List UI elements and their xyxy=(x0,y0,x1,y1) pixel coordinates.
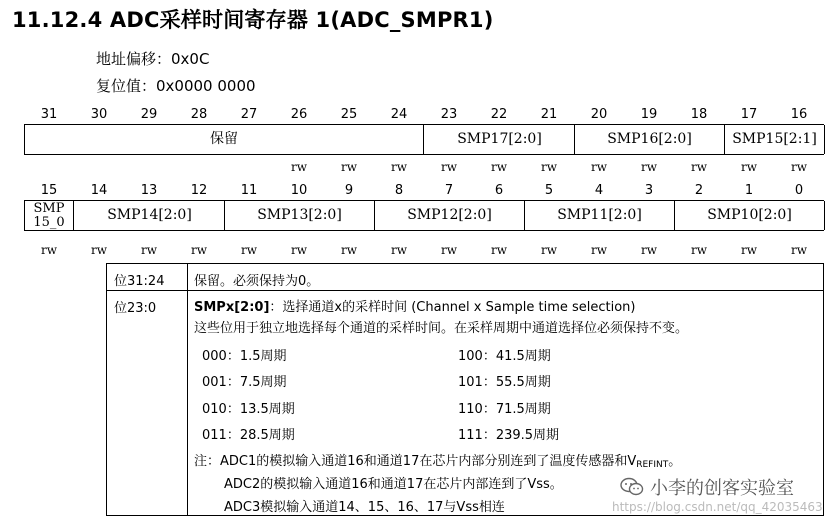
access-high-5: rw xyxy=(290,160,307,174)
field-high-0: 保留 xyxy=(25,125,424,154)
note-adc1-suffix: 。 xyxy=(668,454,682,469)
bit-number-low-3: 12 xyxy=(190,183,208,198)
access-high-10: rw xyxy=(540,160,557,174)
bit-number-low-10: 5 xyxy=(544,183,554,198)
bit-number-high-11: 20 xyxy=(590,107,608,122)
access-low-0: rw xyxy=(40,243,57,257)
bit-number-high-4: 27 xyxy=(240,107,258,122)
bit-number-low-6: 9 xyxy=(344,183,354,198)
bit-number-high-0: 31 xyxy=(40,107,58,122)
access-low-11: rw xyxy=(590,243,607,257)
desc-bits-23-0: 位23:0 xyxy=(107,291,188,515)
bit-number-high-2: 29 xyxy=(140,107,158,122)
note-adc3: ADC3模拟输入通道14、15、16、17与Vss相连 xyxy=(224,500,505,515)
bit-number-high-3: 28 xyxy=(190,107,208,122)
desc-bits-31-24: 位31:24 xyxy=(107,264,188,290)
watermark xyxy=(620,474,794,500)
reserved-text: 保留。必须保持为0。 xyxy=(194,274,320,289)
access-low-9: rw xyxy=(490,243,507,257)
field-low-1: SMP14[2:0] xyxy=(75,201,225,230)
option-001: 001：7.5周期 xyxy=(202,375,287,390)
note-adc1-sub: REFINT xyxy=(636,460,669,470)
bit-number-low-5: 10 xyxy=(290,183,308,198)
access-high-13: rw xyxy=(690,160,707,174)
bit-number-high-15: 16 xyxy=(790,107,808,122)
access-low-15: rw xyxy=(790,243,807,257)
field-low-5: SMP10[2:0] xyxy=(675,201,825,230)
access-low-3: rw xyxy=(190,243,207,257)
bit-number-low-14: 1 xyxy=(744,183,754,198)
access-low-10: rw xyxy=(540,243,557,257)
bit-number-high-6: 25 xyxy=(340,107,358,122)
access-low-14: rw xyxy=(740,243,757,257)
smpx-name: SMPx[2:0] xyxy=(194,300,270,315)
access-high-11: rw xyxy=(590,160,607,174)
bit-number-high-10: 21 xyxy=(540,107,558,122)
access-low-7: rw xyxy=(390,243,407,257)
access-low-4: rw xyxy=(240,243,257,257)
bit-number-low-9: 6 xyxy=(494,183,504,198)
smpx-heading xyxy=(194,296,636,315)
option-010: 010：13.5周期 xyxy=(202,402,295,417)
access-low-6: rw xyxy=(340,243,357,257)
access-low-1: rw xyxy=(90,243,107,257)
bit-number-low-11: 4 xyxy=(594,183,604,198)
access-high-15: rw xyxy=(790,160,807,174)
option-100: 100：41.5周期 xyxy=(458,349,551,364)
field-high-2: SMP16[2:0] xyxy=(575,125,725,154)
access-high-6: rw xyxy=(340,160,357,174)
bit-number-low-8: 7 xyxy=(444,183,454,198)
access-low-12: rw xyxy=(640,243,657,257)
bit-number-low-15: 0 xyxy=(794,183,804,198)
bit-number-low-12: 3 xyxy=(644,183,654,198)
field-low-0: SMP 15_0 xyxy=(25,201,74,230)
field-low-4: SMP11[2:0] xyxy=(525,201,675,230)
field-high-3: SMP15[2:1] xyxy=(725,125,825,154)
register-row-low xyxy=(24,200,824,231)
option-000: 000：1.5周期 xyxy=(202,349,287,364)
bit-number-high-5: 26 xyxy=(290,107,308,122)
field-high-1: SMP17[2:0] xyxy=(425,125,575,154)
access-low-13: rw xyxy=(690,243,707,257)
bit-number-low-2: 13 xyxy=(140,183,158,198)
access-high-7: rw xyxy=(390,160,407,174)
desc-body-reserved xyxy=(188,264,823,290)
bit-number-high-8: 23 xyxy=(440,107,458,122)
bit-number-high-13: 18 xyxy=(690,107,708,122)
note-adc1 xyxy=(194,450,681,470)
note-adc1-prefix: 注：ADC1的模拟输入通道16和通道17在芯片内部分别连到了温度传感器和V xyxy=(194,454,637,469)
access-high-12: rw xyxy=(640,160,657,174)
access-low-5: rw xyxy=(290,243,307,257)
field-low-3: SMP12[2:0] xyxy=(375,201,525,230)
note-adc2: ADC2的模拟输入通道16和通道17在芯片内部连到了Vss。 xyxy=(224,477,563,492)
bit-number-low-0: 15 xyxy=(40,183,58,198)
smpx-title: ：选择通道x的采样时间 (Channel x Sample time selection) xyxy=(269,300,636,315)
bit-number-low-7: 8 xyxy=(394,183,404,198)
bit-number-high-7: 24 xyxy=(390,107,408,122)
bit-number-low-4: 11 xyxy=(240,183,258,198)
watermark-url: https://blog.csdn.net/qq_42035463 xyxy=(612,500,823,514)
bit-number-high-1: 30 xyxy=(90,107,108,122)
access-high-14: rw xyxy=(740,160,757,174)
wechat-icon xyxy=(620,477,644,497)
bit-number-high-12: 19 xyxy=(640,107,658,122)
field-low-2: SMP13[2:0] xyxy=(225,201,375,230)
bit-number-low-13: 2 xyxy=(694,183,704,198)
reset-value: 复位值：0x0000 0000 xyxy=(96,77,256,95)
bit-number-low-1: 14 xyxy=(90,183,108,198)
option-110: 110：71.5周期 xyxy=(458,402,551,417)
page-title: 11.12.4 ADC采样时间寄存器 1(ADC_SMPR1) xyxy=(12,8,494,32)
desc-row-reserved xyxy=(106,263,824,291)
option-011: 011：28.5周期 xyxy=(202,428,295,443)
watermark-text: 小李的创客实验室 xyxy=(650,478,794,499)
bit-number-high-14: 17 xyxy=(740,107,758,122)
option-101: 101：55.5周期 xyxy=(458,375,551,390)
register-row-high xyxy=(24,124,824,155)
address-offset: 地址偏移：0x0C xyxy=(96,50,210,68)
access-high-9: rw xyxy=(490,160,507,174)
smpx-description: 这些位用于独立地选择每个通道的采样时间。在采样周期中通道选择位必须保持不变。 xyxy=(194,321,689,336)
access-low-8: rw xyxy=(440,243,457,257)
bit-number-high-9: 22 xyxy=(490,107,508,122)
access-low-2: rw xyxy=(140,243,157,257)
access-high-8: rw xyxy=(440,160,457,174)
option-111: 111：239.5周期 xyxy=(458,428,560,443)
